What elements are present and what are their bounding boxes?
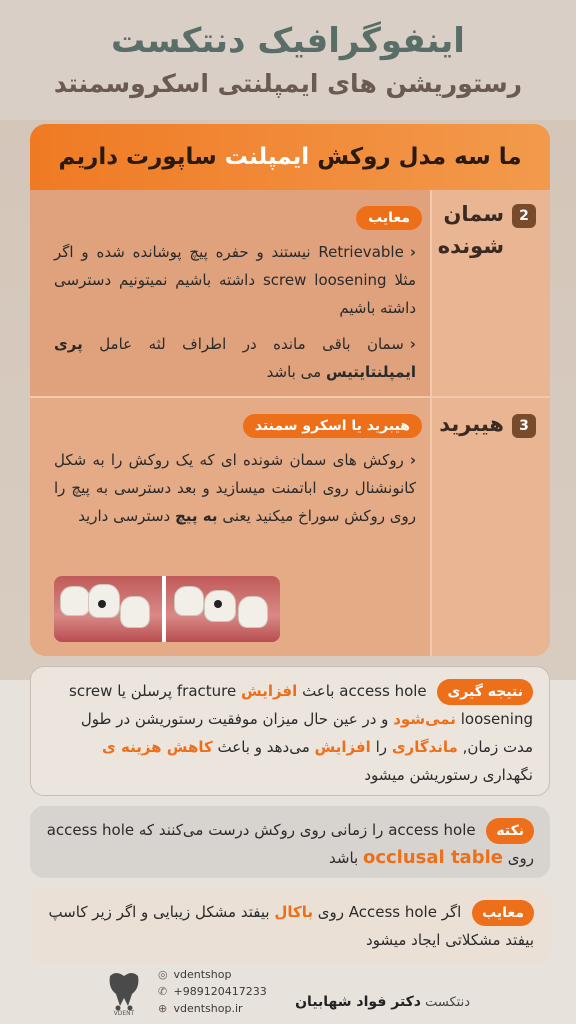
tooth-shape (60, 586, 90, 616)
card-heading-highlight: ایمپلنت (224, 144, 310, 170)
tooth-shape (238, 596, 268, 628)
section3-bullet-bold: به پیچ (175, 507, 218, 525)
section3-title: هیبرید (439, 412, 504, 436)
chevron-left-icon: ‹ (409, 451, 416, 469)
section2-pill: معایب (356, 206, 422, 230)
disadvantage-tag: معایب (472, 900, 534, 926)
header (0, 18, 576, 104)
access-hole-mark (214, 600, 222, 608)
instagram-telegram-icon: ◎ (158, 968, 168, 981)
section2-bullet-2-bold: پری ایمپلنتایتیس (54, 335, 416, 381)
section3-pill: هیبرید یا اسکرو سمنتد (243, 414, 422, 438)
phone-text: +989120417233 (173, 985, 267, 998)
disadvantage-box (30, 888, 550, 964)
disadvantage-text-2: بیفتد مشکل زیبایی و اگر زیر کاسپ بیفتد مشکلاتی ایجاد میشود (48, 903, 534, 949)
horizontal-divider (30, 396, 550, 398)
hybrid-crown-photo (54, 576, 280, 642)
globe-icon: ⊕ (158, 1002, 168, 1015)
contact-phone[interactable] (158, 983, 267, 1000)
note-highlight: occlusal table (362, 847, 503, 868)
contact-handle[interactable] (158, 966, 267, 983)
conclusion-box (30, 666, 550, 796)
conclusion-tag: نتیجه گیری (437, 679, 533, 705)
card-heading-pre: ما سه مدل روکش (317, 144, 522, 170)
section2-bullet-2-post: می باشد (266, 363, 322, 381)
handle-text: vdentshop (173, 968, 232, 981)
note-text-2: باشد (329, 849, 359, 867)
chevron-left-icon: ‹ (409, 335, 416, 353)
footer (0, 964, 576, 1024)
logo-text: VDENT (113, 1010, 135, 1017)
brand-name: دنتکست (425, 995, 470, 1010)
conclusion-highlight-3: ماندگاری (391, 738, 458, 756)
website-text: vdentshop.ir (173, 1002, 243, 1015)
note-box (30, 806, 550, 878)
conclusion-text-3: و در عین حال میزان موفقیت رستوریشن در طول مدت زمان, (80, 710, 533, 756)
vertical-divider (430, 190, 432, 656)
contact-info (158, 966, 267, 1017)
contact-website[interactable] (158, 1000, 267, 1017)
conclusion-highlight-2: نمی‌شود (393, 710, 456, 728)
tooth-shape (120, 596, 150, 628)
photo-separator (162, 576, 166, 642)
conclusion-text-4: را (375, 738, 388, 756)
conclusion-text-5: می‌دهد و باعث (217, 738, 310, 756)
whatsapp-icon: ✆ (158, 985, 168, 998)
page-title: اینفوگرافیک دنتکست (111, 21, 465, 61)
section2-label (438, 198, 536, 262)
section3-number: 3 (512, 414, 536, 438)
vdent-logo-icon (104, 968, 144, 1012)
signature (295, 994, 470, 1010)
section2-title-line2: شونده (437, 234, 504, 258)
note-text-1: access hole را زمانی روی روکش درست می‌کنند که access hole روی (46, 821, 534, 867)
access-hole-mark (98, 600, 106, 608)
section2-title-line1: سمان (443, 202, 504, 226)
tooth-shape (174, 586, 204, 616)
section2-bullet-2-pre: سمان باقی مانده در اطراف لثه عامل (99, 335, 404, 353)
disadvantage-text-1: اگر Access hole روی (317, 903, 462, 921)
conclusion-highlight-4: افزایش (314, 738, 371, 756)
card-heading (30, 124, 550, 190)
section3-bullet-pre: روکش های سمان شونده ای که یک روکش را به شکل کانونشنال روی اباتمنت میسازید و بعد دسترسی به پیچ را روی روکش سوراخ میکنید یعنی (54, 451, 416, 525)
conclusion-highlight-5: کاهش هزینه ی (102, 738, 213, 756)
note-tag: نکته (486, 818, 534, 844)
section3-bullet-post: دسترسی دارید (78, 507, 171, 525)
crown-types-card (30, 124, 550, 656)
disadvantage-highlight: باکال (274, 903, 313, 921)
page-subtitle: رستوریشن های ایمپلنتی اسکروسمنتد (53, 69, 523, 98)
conclusion-text-1: access hole باعث (302, 682, 427, 700)
section2-title (438, 198, 504, 262)
chevron-left-icon: ‹ (409, 243, 416, 261)
conclusion-text-2: fracture پرسلن یا screw loosening (69, 682, 533, 728)
section2-bullet-2 (54, 330, 416, 386)
section3-bullet (54, 446, 416, 530)
author-name: دکتر فواد شهابیان (295, 994, 421, 1010)
conclusion-highlight-1: افزایش (241, 682, 298, 700)
conclusion-text-6: نگهداری رستوریشن میشود (364, 766, 533, 784)
section3-label (439, 408, 536, 440)
card-heading-post: ساپورت داریم (58, 144, 217, 170)
section2-number: 2 (512, 204, 536, 228)
section2-bullet-1 (54, 238, 416, 322)
section2-bullet-1-text: Retrievable نیستند و حفره پیچ پوشانده شده و اگر مثلا screw loosening داشته باشیم نمیتونیم دسترسی داشته باشیم (54, 243, 416, 317)
